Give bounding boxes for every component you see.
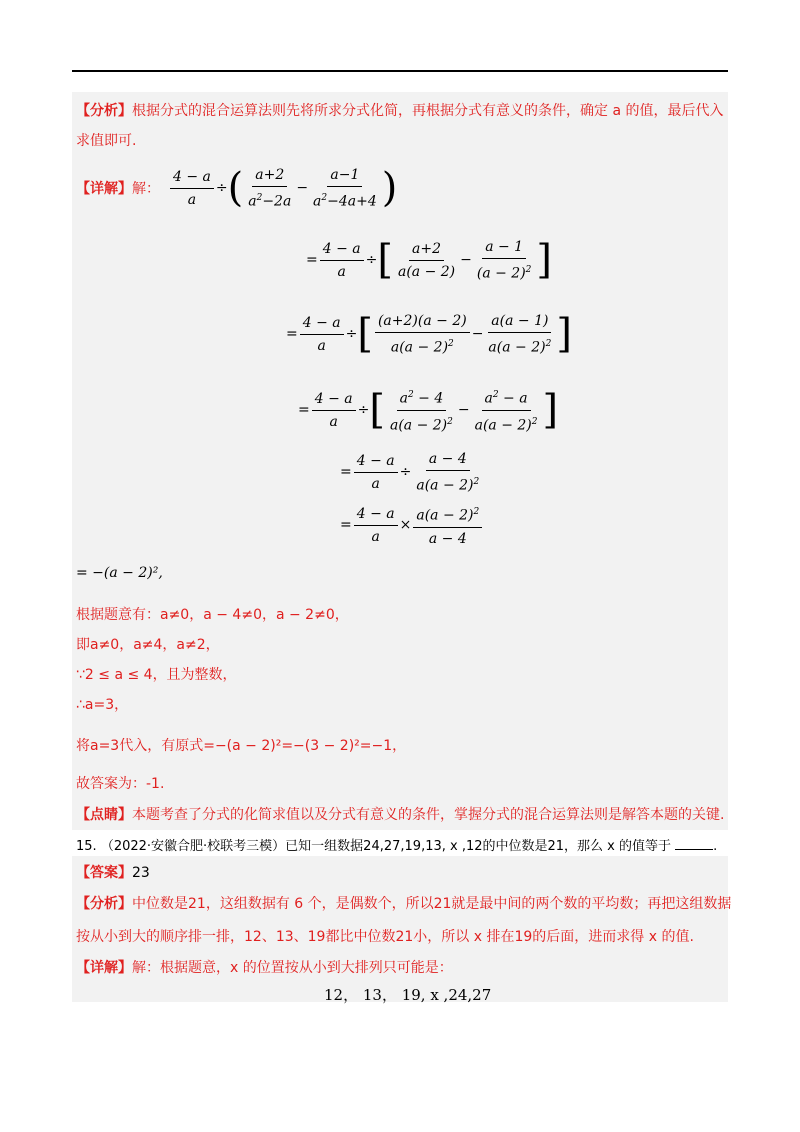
answer-tag: 【答案】 xyxy=(76,865,132,881)
fraction: $\frac{4 - a}{a}$ xyxy=(170,168,214,209)
question-number: 15. xyxy=(76,839,97,854)
equation-row-6: = $\frac{4 - a}{a}$ × $\frac{a(a - 2)^2}{a - 4}$ xyxy=(340,503,484,548)
equation-row-3: = $\frac{4 - a}{a}$ ÷ [ $\frac{(a+2)(a - 2)}{a(a - 2)^2}$ − $\frac{a(a - 1)}{a(a - 2)^2}$ ] xyxy=(286,311,572,358)
detail2-line: 【详解】解：根据题意，x 的位置按从小到大排列只可能是： xyxy=(76,960,453,976)
answer-blank xyxy=(675,849,713,850)
condition-line-2: 即a≠0，a≠4，a≠2， xyxy=(76,637,220,653)
detail-tag: 【详解】 xyxy=(76,960,132,976)
because-line: ∵2 ≤ a ≤ 4，且为整数， xyxy=(76,667,237,683)
comment-tag: 【点睛】 xyxy=(76,807,132,823)
equation-row-2: = $\frac{4 - a}{a}$ ÷ [ $\frac{a+2}{a(a - 2)}$ − $\frac{a - 1}{(a - 2)^2}$ ] xyxy=(306,237,553,284)
answer-value: 23 xyxy=(132,865,150,881)
answer-row xyxy=(76,862,150,882)
equation-row-4: = $\frac{4 - a}{a}$ ÷ [ $\frac{a^2 - 4}{a(a - 2)^2}$ − $\frac{a^2 - a}{a(a - 2)^2}$ ] xyxy=(298,387,559,434)
condition-line: 根据题意有：a≠0，a − 4≠0，a − 2≠0， xyxy=(76,607,349,623)
fraction: $\frac{a-1}{a^2-4a+4}$ xyxy=(313,167,377,210)
fraction: $\frac{a+2}{a^2-2a}$ xyxy=(248,167,292,210)
substitute-line: 将a=3代入，有原式=−(a − 2)²=−(3 − 2)²=−1， xyxy=(76,738,407,754)
analysis-line1: 【分析】根据分式的混合运算法则先将所求分式化简，再根据分式有意义的条件，确定 a 的值，最后代入 xyxy=(76,103,724,119)
analysis-line2: 求值即可. xyxy=(76,133,137,149)
equation-row-1: 【详解】 解： $\frac{4 - a}{a}$ ÷ ( $\frac{a+2}{a^2-2a}$ − $\frac{a-1}{a^2-4a+4}$ ) xyxy=(76,165,398,212)
comment-line: 【点睛】本题考查了分式的化简求值以及分式有意义的条件，掌握分式的混合运算法则是解答本题的关键. xyxy=(76,807,725,823)
question-text: （2022·安徽合肥·校联考三模）已知一组数据24,27,19,13, x ,12的中位数是21，那么 x 的值等于 xyxy=(100,839,672,854)
sequence-line: 12， 13， 19, x ,24,27 xyxy=(324,986,492,1004)
result-line: = −(a − 2)², xyxy=(76,565,163,581)
equation-row-5: = $\frac{4 - a}{a}$ ÷ $\frac{a - 4}{a(a - 2)^2}$ xyxy=(340,451,480,494)
analysis2-line1: 【分析】中位数是21，这组数据有 6 个，是偶数个，所以21就是最中间的两个数的平均数；再把这组数据 xyxy=(76,896,732,912)
analysis2-line2: 按从小到大的顺序排一排，12、13、19都比中位数21小，所以 x 排在19的后面，进而求得 x 的值. xyxy=(76,929,694,945)
therefore-line: ∴a=3， xyxy=(76,697,129,713)
answer-line: 故答案为：-1. xyxy=(76,776,165,792)
detail-tag: 【详解】 xyxy=(76,181,132,198)
analysis-tag: 【分析】 xyxy=(76,896,132,912)
question-15: 15. （2022·安徽合肥·校联考三模）已知一组数据24,27,19,13, x ,12的中位数是21，那么 x 的值等于 . xyxy=(76,839,718,854)
header-rule xyxy=(72,70,728,72)
analysis-tag: 【分析】 xyxy=(76,103,132,119)
